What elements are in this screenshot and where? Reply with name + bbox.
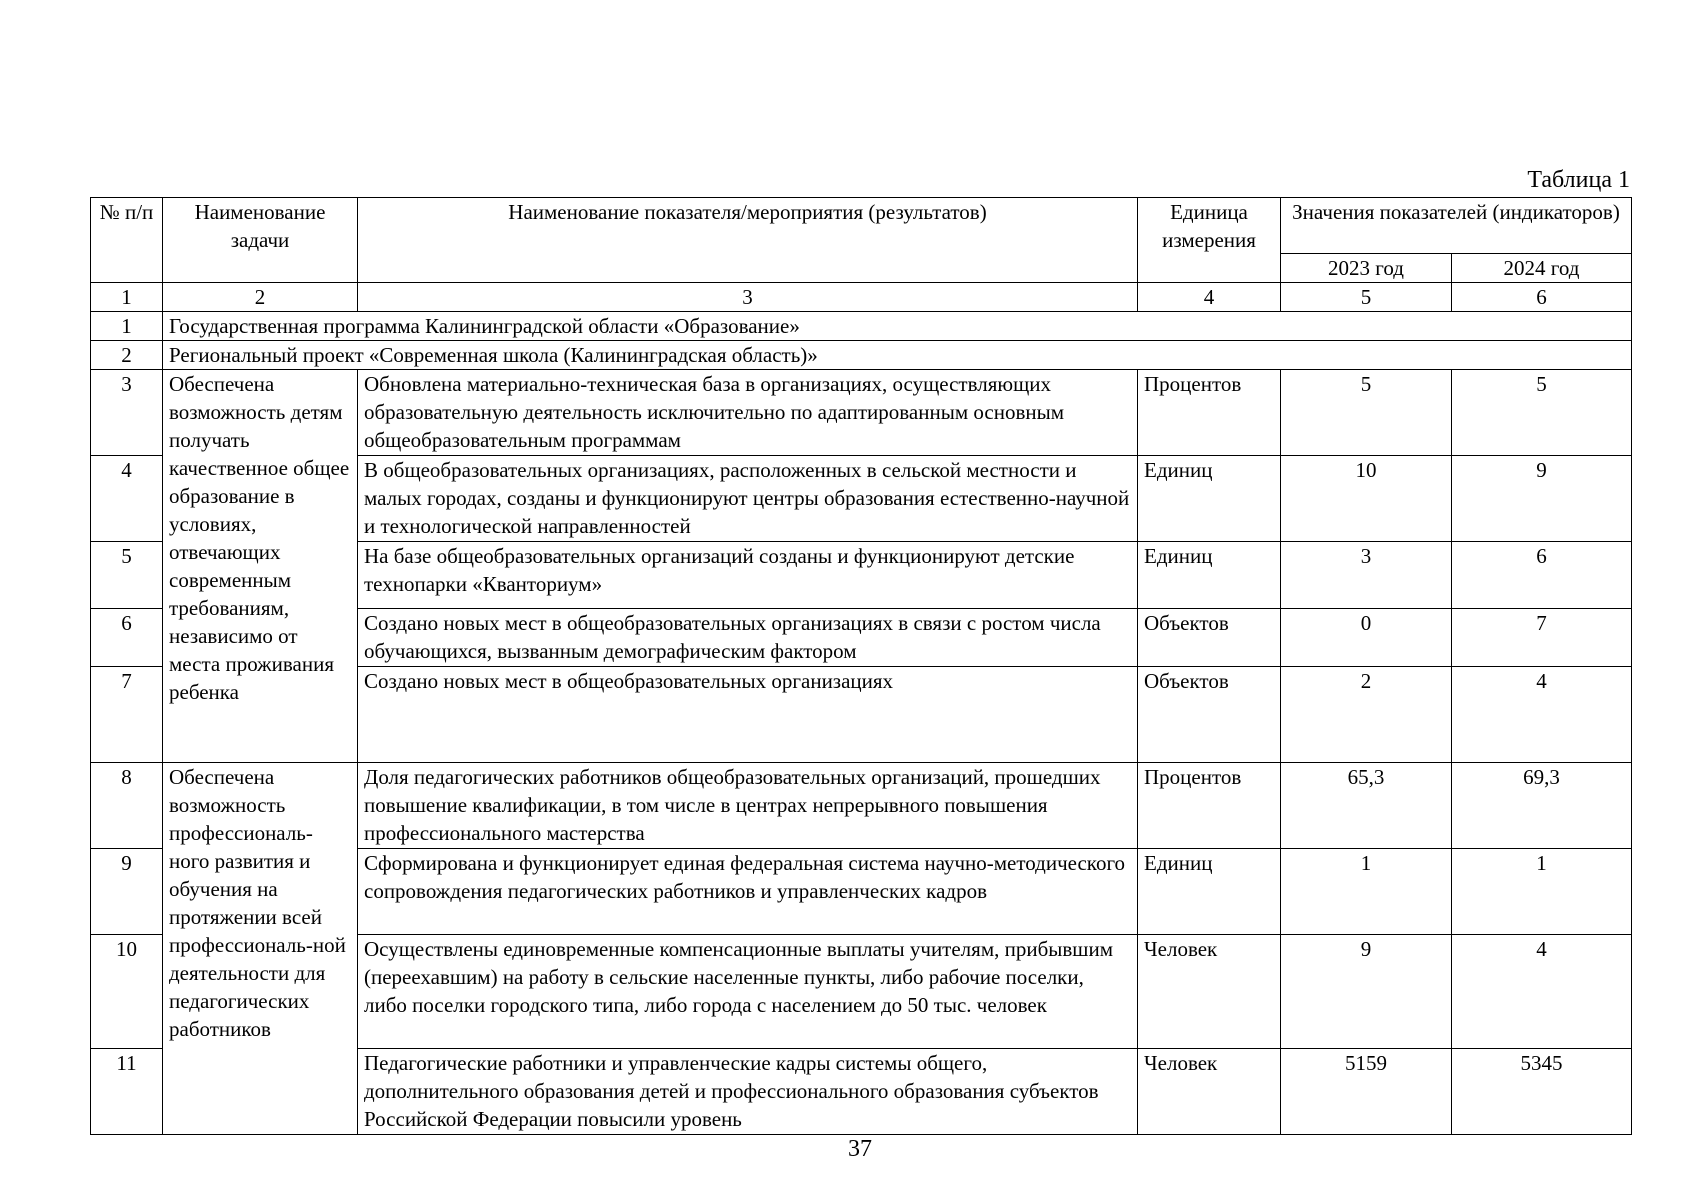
value-2024: 4	[1452, 667, 1632, 763]
indicator-name: Доля педагогических работников общеобразовательных организаций, прошедших повышение квалификации, в том числе в центрах непрерывного повышения профессионального мастерства	[358, 763, 1138, 849]
value-2023: 65,3	[1281, 763, 1452, 849]
col-number: 3	[358, 283, 1138, 312]
column-numbers-row	[91, 283, 1632, 312]
value-2024: 69,3	[1452, 763, 1632, 849]
row-number: 10	[91, 935, 163, 1049]
value-2023: 0	[1281, 609, 1452, 667]
row-number: 1	[91, 312, 163, 341]
indicator-name: Педагогические работники и управленческие кадры системы общего, дополнительного образования детей и профессионального образования субъектов Российской Федерации повысили уровень	[358, 1049, 1138, 1135]
unit: Человек	[1138, 1049, 1281, 1135]
unit: Единиц	[1138, 542, 1281, 609]
value-2023: 5159	[1281, 1049, 1452, 1135]
value-2024: 5345	[1452, 1049, 1632, 1135]
value-2023: 3	[1281, 542, 1452, 609]
header-task: Наименование задачи	[163, 198, 358, 283]
indicator-name: Создано новых мест в общеобразовательных организациях	[358, 667, 1138, 763]
unit: Единиц	[1138, 849, 1281, 935]
value-2023: 5	[1281, 370, 1452, 456]
row-number: 3	[91, 370, 163, 456]
unit: Объектов	[1138, 667, 1281, 763]
indicator-name: Осуществлены единовременные компенсационные выплаты учителям, прибывшим (переехавшим) на работу в сельские населенные пункты, либо рабочие поселки, либо поселки городского типа, либо города с населением до 50 тыс. человек	[358, 935, 1138, 1049]
indicator-name: Сформирована и функционирует единая федеральная система научно-методического сопровождения педагогических работников и управленческих кадров	[358, 849, 1138, 935]
indicator-name: В общеобразовательных организациях, расположенных в сельской местности и малых городах, созданы и функционируют центры образования естественно-научной и технологической направленностей	[358, 456, 1138, 542]
row-number: 11	[91, 1049, 163, 1135]
program-title: Государственная программа Калининградской области «Образование»	[163, 312, 1632, 341]
value-2023: 10	[1281, 456, 1452, 542]
unit: Процентов	[1138, 370, 1281, 456]
row-number: 7	[91, 667, 163, 763]
header-year-2024: 2024 год	[1452, 254, 1632, 283]
row-number: 9	[91, 849, 163, 935]
value-2023: 9	[1281, 935, 1452, 1049]
col-number: 1	[91, 283, 163, 312]
value-2024: 7	[1452, 609, 1632, 667]
task-name: Обеспечена возможность профессиональ-ного развития и обучения на протяжении всей профессиональ-ной деятельности для педагогических работников	[163, 763, 358, 1135]
col-number: 6	[1452, 283, 1632, 312]
table-row	[91, 763, 1632, 849]
header-values: Значения показателей (индикаторов)	[1281, 198, 1632, 254]
value-2024: 9	[1452, 456, 1632, 542]
unit: Процентов	[1138, 763, 1281, 849]
page-number: 37	[848, 1136, 872, 1162]
task-name: Обеспечена возможность детям получать качественное общее образование в условиях, отвечающих современным требованиям, независимо от места проживания ребенка	[163, 370, 358, 763]
table-row	[91, 370, 1632, 456]
header-unit: Единица измерения	[1138, 198, 1281, 283]
value-2023: 2	[1281, 667, 1452, 763]
unit: Единиц	[1138, 456, 1281, 542]
unit: Объектов	[1138, 609, 1281, 667]
unit: Человек	[1138, 935, 1281, 1049]
value-2024: 4	[1452, 935, 1632, 1049]
row-number: 2	[91, 341, 163, 370]
row-number: 5	[91, 542, 163, 609]
header-indicator: Наименование показателя/мероприятия (результатов)	[358, 198, 1138, 283]
row-number: 6	[91, 609, 163, 667]
col-number: 2	[163, 283, 358, 312]
indicator-name: На базе общеобразовательных организаций созданы и функционируют детские технопарки «Кванториум»	[358, 542, 1138, 609]
indicator-name: Создано новых мест в общеобразовательных организациях в связи с ростом числа обучающихся, вызванным демографическим фактором	[358, 609, 1138, 667]
col-number: 5	[1281, 283, 1452, 312]
value-2024: 6	[1452, 542, 1632, 609]
value-2024: 1	[1452, 849, 1632, 935]
indicators-table	[90, 197, 1632, 1135]
value-2023: 1	[1281, 849, 1452, 935]
value-2024: 5	[1452, 370, 1632, 456]
header-year-2023: 2023 год	[1281, 254, 1452, 283]
program-row	[91, 312, 1632, 341]
row-number: 8	[91, 763, 163, 849]
project-title: Региональный проект «Современная школа (Калининградская область)»	[163, 341, 1632, 370]
col-number: 4	[1138, 283, 1281, 312]
header-num: № п/п	[91, 198, 163, 283]
row-number: 4	[91, 456, 163, 542]
project-row	[91, 341, 1632, 370]
table-caption: Таблица 1	[1527, 167, 1630, 193]
indicator-name: Обновлена материально-техническая база в организациях, осуществляющих образовательную деятельность исключительно по адаптированным основным общеобразовательным программам	[358, 370, 1138, 456]
